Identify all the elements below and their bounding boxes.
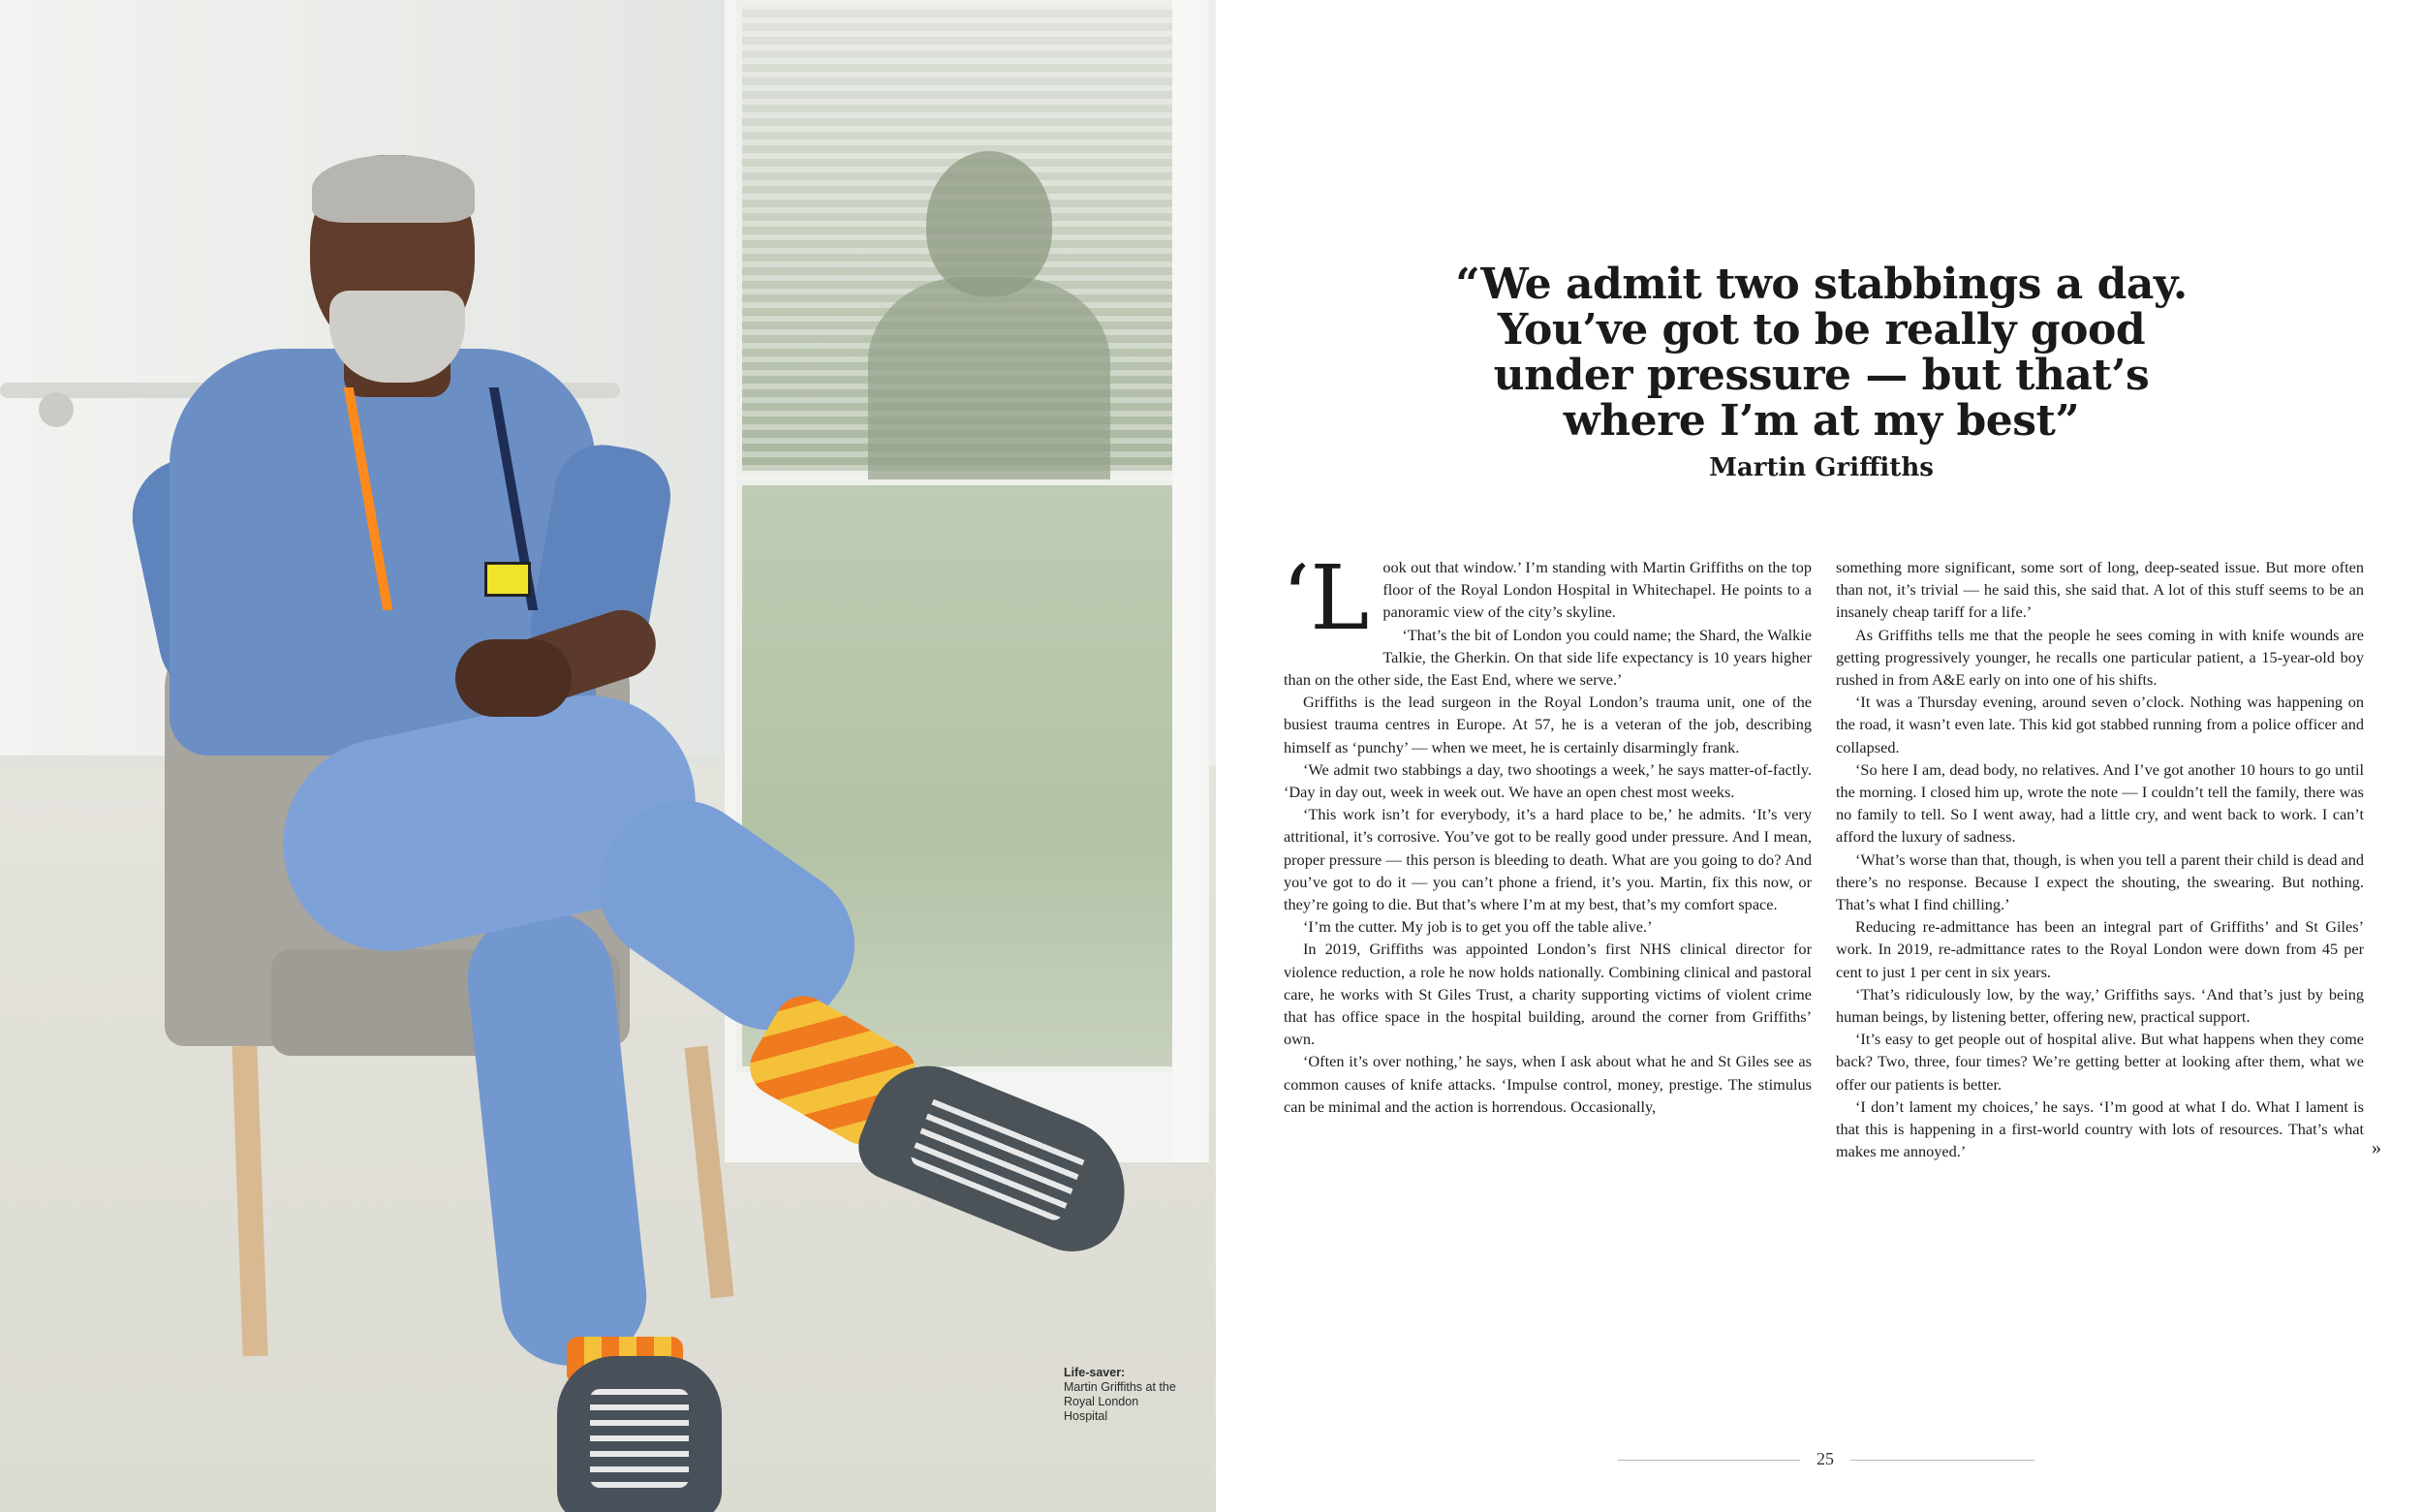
page-number: 25 bbox=[1816, 1449, 1834, 1468]
pull-quote-line: under pressure — but that’s bbox=[1493, 351, 2150, 400]
paragraph: ‘That’s the bit of London you could name; the Shard, the Walkie Talkie, the Gherkin. On that side life expectancy is 10 years higher than on the other side, the East End, where we serve.’ bbox=[1284, 625, 1812, 690]
paragraph: ‘Often it’s over nothing,’ he says, when I ask about what he and St Giles see as common causes of knife attacks. ‘Impulse control, money, prestige. The stimulus can be minimal and the action is horrendous. Occasionally, bbox=[1284, 1052, 1812, 1116]
shoe bbox=[557, 1356, 722, 1512]
window-mullion bbox=[1172, 0, 1201, 1162]
paragraph: ook out that window.’ I’m standing with Martin Griffiths on the top floor of the Royal London Hospital in Whitechapel. He points to a panoramic view of the city’s skyline. bbox=[1382, 558, 1812, 622]
paragraph: Reducing re-admittance has been an integral part of Griffiths’ and St Giles’ work. In 2019, re-admittance rates to the Royal London were down from 45 per cent to just 1 per cent in six years. bbox=[1836, 917, 2364, 981]
paragraph: ‘It was a Thursday evening, around seven o’clock. Nothing was happening on the road, it wasn’t even late. This kid got stabbed running from a police officer and collapsed. bbox=[1836, 693, 2364, 756]
pull-quote bbox=[1289, 262, 2354, 444]
caption-heading: Life-saver: bbox=[1064, 1366, 1126, 1379]
footer-rule bbox=[1618, 1460, 1800, 1461]
window-upper-pane bbox=[736, 0, 1201, 477]
paragraph: ‘I’m the cutter. My job is to get you off the table alive.’ bbox=[1303, 917, 1653, 937]
paragraph: ‘So here I am, dead body, no relatives. And I’ve got another 10 hours to go until the morning. I closed him up, wrote the note — I couldn’t tell the family, there was no family to tell. So I went away, had a little cry, and went back to work. I can’t afford the luxury of sadness. bbox=[1836, 759, 2364, 847]
paragraph: ‘This work isn’t for everybody, it’s a hard place to be,’ he admits. ‘It’s very attritional, it’s corrosive. You’ve got to be really good under pressure. And I mean, proper pressure — this person is bleeding to death. What are you going to do? And you’ve got to do it — you can’t phone a friend, it’s you. Martin, fix this now, or they’re going to die. But that’s where I’m at my best, that’s my comfort space. bbox=[1284, 805, 1812, 914]
paragraph: ‘That’s ridiculously low, by the way,’ Griffiths says. ‘And that’s just by being human beings, by listening better, offering new, practical support. bbox=[1836, 984, 2364, 1027]
paragraph: Griffiths is the lead surgeon in the Royal London’s trauma unit, one of the busiest trauma centres in Europe. At 57, he is a veteran of the job, describing himself as ‘punchy’ — when we meet, he is certainly disarmingly frank. bbox=[1284, 693, 1812, 756]
paragraph: something more significant, some sort of long, deep-seated issue. But more often than not, it’s trivial — he said this, she said that. A lot of this stuff seems to be an insanely cheap tariff for a life.’ bbox=[1836, 558, 2364, 622]
pull-quote-line: You’ve got to be really good bbox=[1497, 305, 2146, 355]
page-footer bbox=[1618, 1449, 2034, 1472]
article-column-1 bbox=[1282, 546, 1812, 1118]
footer-rule bbox=[1850, 1460, 2034, 1461]
continue-arrow-icon: » bbox=[2372, 1137, 2381, 1158]
pull-quote-line: “We admit two stabbings a day. bbox=[1455, 260, 2188, 309]
paragraph: As Griffiths tells me that the people he sees coming in with knife wounds are getting progressively younger, he recalls one particular patient, a 15-year-old boy rushed in from A&E early on into one of his shifts. bbox=[1836, 625, 2364, 690]
clasped-hands bbox=[455, 639, 572, 717]
article-column-2 bbox=[1836, 556, 2364, 1162]
reflection-silhouette-head bbox=[926, 151, 1052, 296]
drop-cap: ‘L bbox=[1282, 546, 1370, 650]
paragraph: ‘I don’t lament my choices,’ he says. ‘I’m good at what I do. What I lament is that this is happening in a first-world country with lots of resources. That’s what makes me annoyed.’ bbox=[1836, 1096, 2364, 1161]
caption-text: Martin Griffiths at the Royal London Hospital bbox=[1064, 1380, 1176, 1423]
shoe-laces bbox=[590, 1389, 689, 1488]
pull-quote-line: where I’m at my best” bbox=[1563, 396, 2080, 446]
photo-caption bbox=[1064, 1366, 1180, 1424]
rail-bracket bbox=[39, 392, 74, 427]
paragraph: ‘We admit two stabbings a day, two shootings a week,’ he says matter-of-factly. ‘Day in day out, week in week out. We have an open chest most weeks. bbox=[1284, 759, 1812, 802]
id-badge bbox=[484, 562, 531, 597]
paragraph: ‘It’s easy to get people out of hospital alive. But what happens when they come back? Two, three, four times? We’re getting better at looking after them, what we offer our patients is better. bbox=[1836, 1030, 2364, 1094]
reflection-silhouette-body bbox=[868, 277, 1110, 490]
paragraph: In 2019, Griffiths was appointed London’s first NHS clinical director for violence reduction, a role he now holds nationally. Combining clinical and pastoral care, he works with St Giles Trust, a charity supporting victims of violent crime that has office space in the hospital building, around the corner from Griffiths’ own. bbox=[1284, 940, 1812, 1049]
paragraph: ‘What’s worse than that, though, is when you tell a parent their child is dead and there’s no response. Because I expect the shouting, the swearing. But nothing. That’s what I find chilling.’ bbox=[1836, 849, 2364, 914]
grey-hair bbox=[312, 155, 475, 223]
pull-quote-attribution: Martin Griffiths bbox=[1709, 453, 1934, 482]
